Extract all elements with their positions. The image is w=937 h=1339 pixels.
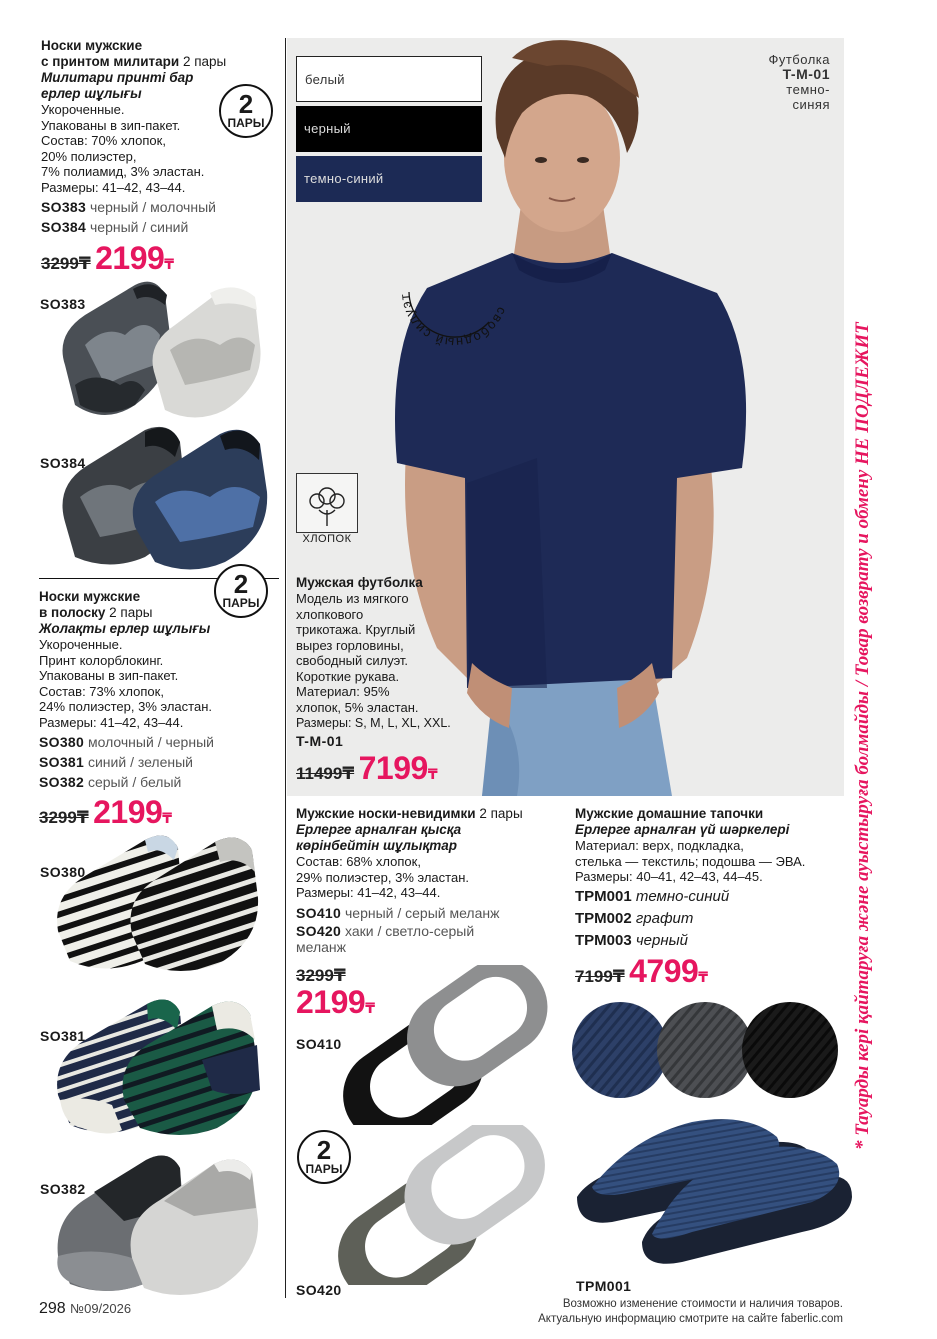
product-title [296,806,561,822]
page-footer [39,1300,131,1318]
variant-colors: серый / белый [87,774,182,790]
swatch-white[interactable]: белый [296,56,482,102]
product-description: Материал: верх, подкладка, стелька — текстиль; подошва — ЭВА. Размеры: 40–41, 42–43, 44–45. [575,838,806,884]
product-stripe-socks [39,589,284,792]
sock-image-so384 [45,422,280,572]
badge-number: 2 [238,89,254,119]
column-divider [285,38,286,1298]
sock-image-so382 [54,1146,270,1298]
price-block [41,240,174,277]
variant-row [39,772,284,792]
issue-number: №09/2026 [70,1301,132,1316]
image-label: TPM001 [576,1278,632,1294]
currency: ₸ [164,256,175,272]
old-price: 3299₸ [296,966,346,985]
title-text: Носки мужские в полоску [39,589,141,620]
variant-row [575,886,850,908]
product-tshirt [296,575,466,751]
badge-number: 2 [233,569,249,599]
price: 2199 [93,794,163,830]
variant-row [41,217,281,237]
pairs-badge [219,84,273,138]
fabric-navy [572,1002,668,1098]
image-label: SO420 [296,1282,342,1298]
sock-image-so381 [52,990,272,1138]
price: 7199 [358,750,428,786]
variant-row [575,908,850,930]
callout-color: темно- синяя [786,82,830,112]
old-price: 3299₸ [41,254,91,273]
variant-code: SO380 [39,734,85,750]
footer-disclaimer [538,1297,843,1327]
old-price: 7199₸ [575,967,625,986]
variant-code: SO420 [296,922,342,939]
variant-code: SO382 [39,774,85,790]
variant-colors: графит [635,909,694,927]
image-label: SO383 [40,296,86,312]
fabric-swatches [570,1000,850,1100]
variant-code: SO381 [39,754,85,770]
variant-row [575,930,850,952]
variant-code: SO410 [296,904,342,921]
variant-colors: синий / зеленый [87,754,193,770]
image-label: SO410 [296,1036,342,1052]
variant-row [41,197,281,217]
variant-colors: молочный / черный [87,734,214,750]
product-slippers [575,806,850,952]
product-title-kz: Ерлерге арналған үй шәркелері [575,822,790,837]
cotton-label: ХЛОПОК [302,533,352,545]
currency: ₸ [162,810,173,826]
product-title [41,38,281,70]
price: 2199 [296,984,366,1020]
variant-code: SO384 [41,219,87,235]
variant-row [39,752,284,772]
product-title: Мужская футболка [296,575,423,590]
variant-colors: темно-синий [635,887,730,905]
sock-image-so420 [320,1125,570,1285]
variant-colors: черный / серый меланж [344,904,500,921]
callout-title: Футболка [768,52,830,67]
sock-image-so380 [50,826,272,974]
old-price: 11499₸ [296,764,355,783]
variant-code: TPM001 [575,887,632,905]
price: 4799 [629,953,699,989]
old-price: 3299₸ [39,808,89,827]
badge-number: 2 [316,1135,332,1165]
slippers-image [572,1102,852,1277]
product-code: T-M-01 [296,733,344,749]
photo-callout [700,52,830,112]
product-description: Модель из мягкого хлопкового трикотажа. Круглый вырез горловины, свободный силуэт. Короткие рукава. Материал: 95% хлопок, 5% эластан. [296,591,419,715]
currency: ₸ [365,1000,375,1016]
sock-image-so383 [45,275,275,420]
disclaimer-line: Возможно изменение стоимости и наличия товаров. [562,1298,843,1310]
currency: ₸ [427,766,438,782]
product-title-kz: Жолақты ерлер шұлығы [39,621,211,636]
price-block [575,953,708,990]
badge-word: ПАРЫ [222,596,260,610]
variant-colors: черный / синий [89,219,189,235]
svg-text:свободный силуэт [397,292,510,350]
loose-fit-circle [395,232,515,352]
variant-colors: хаки / светло-серый меланж [296,922,475,955]
product-title-kz: Ерлерге арналған қысқа көрінбейтін шұлықтар [296,822,462,853]
pairs-text: 2 пары [182,54,227,69]
product-invisible-socks [296,806,561,955]
variant-row [296,903,561,923]
variant-colors: черный [635,931,688,949]
title-text: Мужские носки-невидимки [296,806,476,821]
image-label: SO384 [40,455,86,471]
price: 2199 [95,240,165,276]
image-label: SO382 [40,1181,86,1197]
product-title: Мужские домашние тапочки [575,806,764,821]
swatch-navy[interactable]: темно-синий [296,156,482,202]
swatch-black[interactable]: черный [296,106,482,152]
product-description: Укороченные. Упакованы в зип-пакет. Состав: 70% хлопок, 20% полиэстер, 7% полиамид, 3% эластан. Размеры: 41–42, 43–44. [41,102,205,195]
sock-image-so410 [330,965,570,1125]
variant-code: SO383 [41,199,87,215]
title-text: Носки мужские с принтом милитари [41,38,180,69]
variant-code: TPM003 [575,931,632,949]
image-label: SO380 [40,864,86,880]
pairs-text: 2 пары [479,806,523,821]
product-description: Состав: 68% хлопок, 29% полиэстер, 3% эластан. Размеры: 41–42, 43–44. [296,854,469,900]
disclaimer-line: Актуальную информацию смотрите на сайте faberlic.com [538,1313,843,1325]
variant-row [296,923,561,955]
variant-colors: черный / молочный [89,199,216,215]
badge-word: ПАРЫ [227,116,265,130]
pairs-text: 2 пары [109,605,153,620]
fabric-black [742,1002,838,1098]
cotton-icon [296,473,358,533]
badge-word: ПАРЫ [305,1162,343,1176]
product-sizes: Размеры: S, M, L, XL, XXL. [296,716,451,730]
variant-row [39,732,284,752]
price-block [296,750,438,787]
callout-code: T-M-01 [782,66,830,82]
return-policy-note: * Тауарды кері қайтаруға және ауыстыруға болмайды / Товар возврату и обмену НЕ ПОДЛЕЖИТ [852,322,873,1150]
pairs-badge [214,564,268,618]
fabric-graphite [657,1002,753,1098]
product-title-kz: Милитари принті бар ерлер шұлығы [41,70,194,101]
variant-code: TPM002 [575,909,632,927]
currency: ₸ [698,969,709,985]
page-number: 298 [39,1300,66,1317]
product-description: Укороченные. Принт колорблокинг. Упакованы в зип-пакет. Состав: 73% хлопок, 24% полиэстер, 3% эластан. Размеры: 41–42, 43–44. [39,637,212,730]
circle-text: свободный силуэт [396,292,510,351]
image-label: SO381 [40,1028,86,1044]
